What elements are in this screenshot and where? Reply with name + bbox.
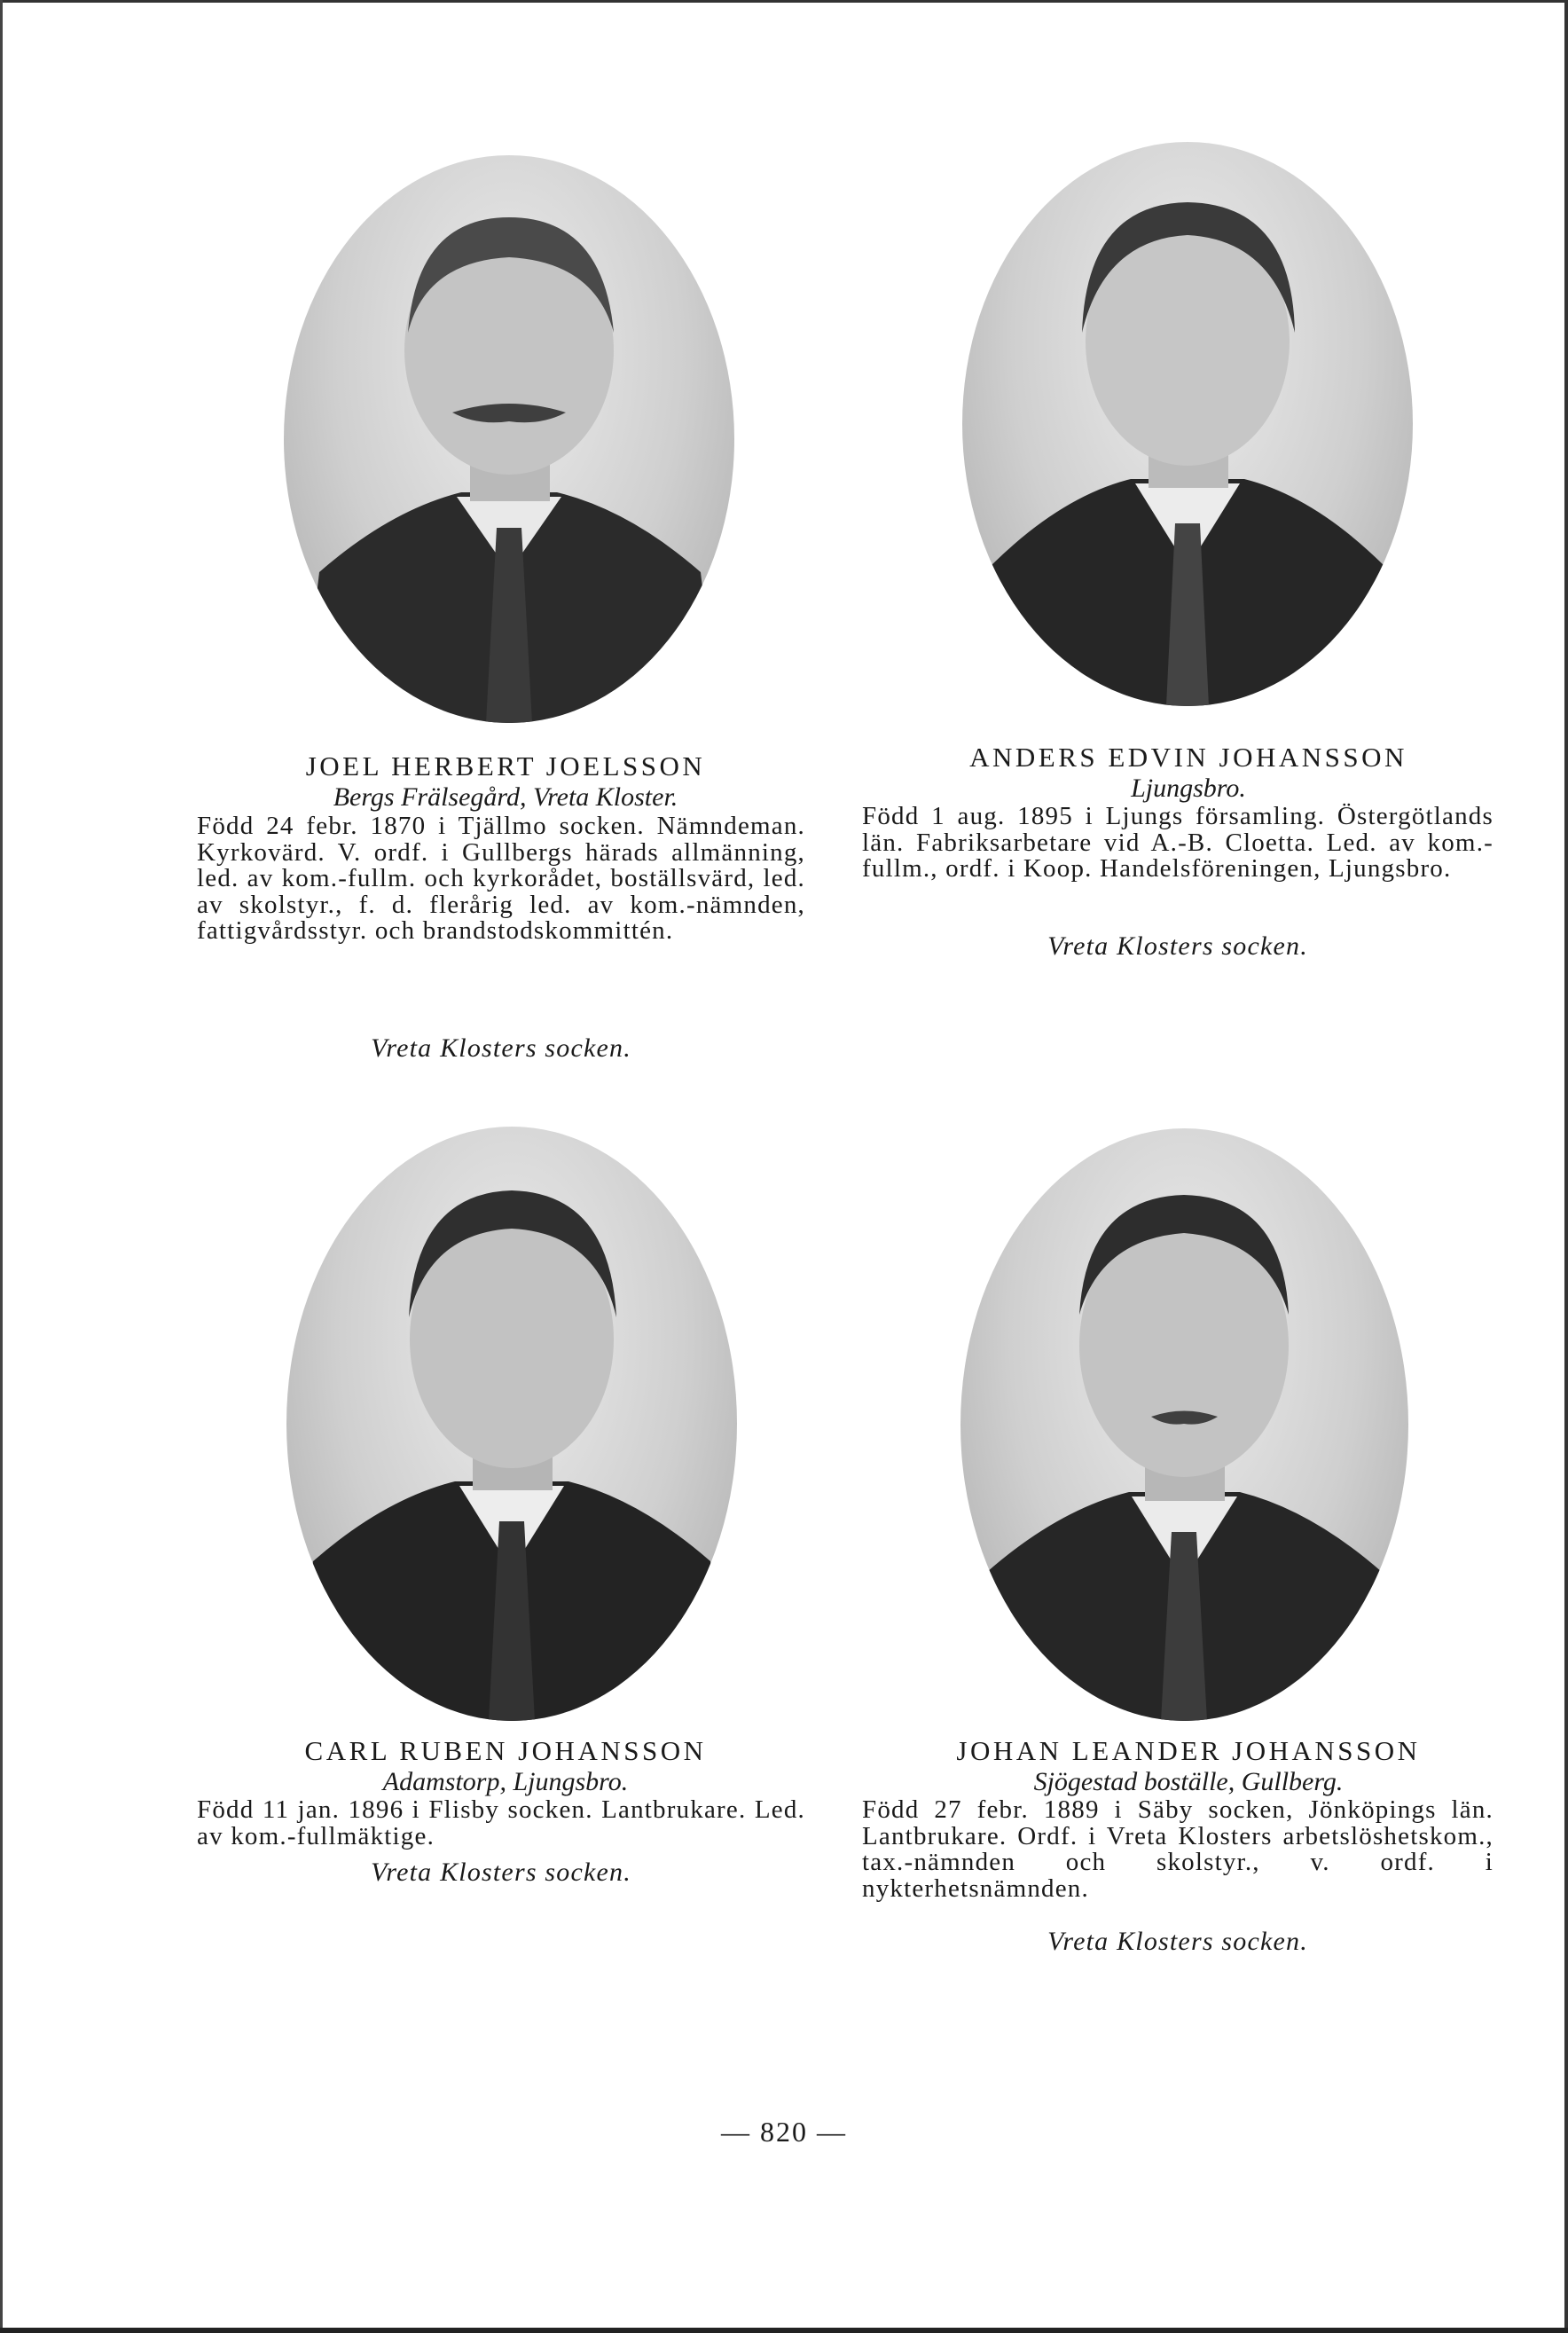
- person-parish: Vreta Klosters socken.: [371, 1858, 631, 1887]
- page-number: — 820 —: [721, 2116, 847, 2148]
- person-residence: Sjögestad boställe, Gullberg.: [1033, 1767, 1344, 1796]
- entry-header: [869, 742, 1508, 804]
- portrait-photo: [960, 1128, 1408, 1721]
- portrait-figure-icon: [960, 1128, 1408, 1721]
- person-residence: Bergs Frälsegård, Vreta Kloster.: [333, 782, 678, 812]
- portrait-photo: [284, 155, 734, 723]
- page-border-right: [1564, 0, 1568, 2333]
- person-residence: Ljungsbro.: [1131, 774, 1246, 803]
- portrait-photo: [962, 142, 1413, 706]
- person-name: JOHAN LEANDER JOHANSSON: [956, 1735, 1421, 1766]
- person-name: ANDERS EDVIN JOHANSSON: [969, 742, 1407, 773]
- person-parish: Vreta Klosters socken.: [1047, 931, 1308, 961]
- person-parish: Vreta Klosters socken.: [1047, 1927, 1308, 1956]
- entry-header: [186, 1735, 825, 1797]
- entry-header: [186, 750, 825, 813]
- portrait-photo: [286, 1127, 737, 1721]
- person-name: JOEL HERBERT JOELSSON: [305, 750, 706, 782]
- person-name: CARL RUBEN JOHANSSON: [304, 1735, 707, 1766]
- person-biography: Född 11 jan. 1896 i Flisby socken. Lantbrukare. Led. av kom.-fullmäktige.: [197, 1795, 805, 1850]
- portrait-figure-icon: [286, 1127, 737, 1721]
- page-border-bottom: [0, 2328, 1568, 2333]
- portrait-figure-icon: [284, 155, 734, 723]
- person-biography: Född 27 febr. 1889 i Säby socken, Jönköpings län. Lantbrukare. Ordf. i Vreta Klosters arbetslöshetskom., tax.-nämnden och skolstyr., v. ordf. i nykterhetsnämnden.: [862, 1795, 1494, 1903]
- person-residence: Adamstorp, Ljungsbro.: [382, 1767, 629, 1796]
- person-biography: Född 24 febr. 1870 i Tjällmo socken. Nämndeman. Kyrkovärd. V. ordf. i Gullbergs härads allmänning, led. av kom.-fullm. och kyrkorådet, boställsvärd, led. av skolstyr., f. d. flerårig led. av kom.-nämnden, fattigvårdsstyr. och brandstodskommittén.: [197, 812, 805, 945]
- portrait-figure-icon: [962, 142, 1413, 706]
- page-border-left: [0, 0, 3, 2333]
- entry-header: [869, 1735, 1508, 1797]
- person-parish: Vreta Klosters socken.: [371, 1033, 631, 1063]
- page-border-top: [0, 0, 1568, 3]
- person-biography: Född 1 aug. 1895 i Ljungs församling. Östergötlands län. Fabriksarbetare vid A.-B. Cloetta. Led. av kom.-fullm., ordf. i Koop. Handelsföreningen, Ljungsbro.: [862, 802, 1494, 883]
